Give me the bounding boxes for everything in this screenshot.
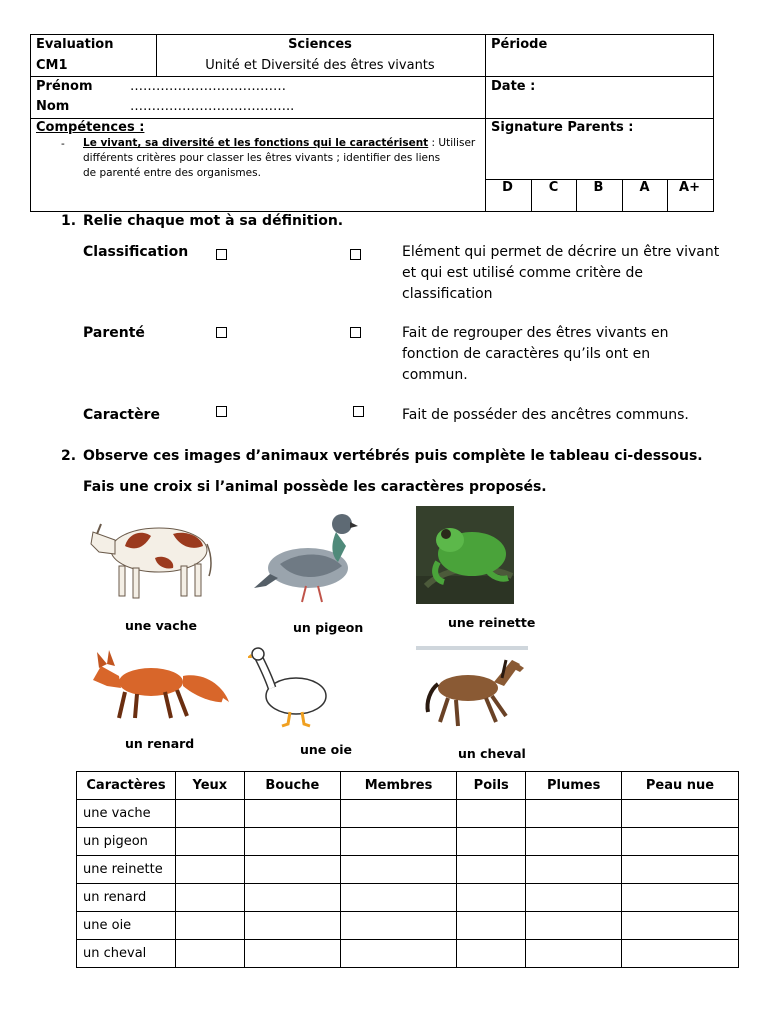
- table-cell[interactable]: [341, 912, 457, 940]
- caption-pigeon: un pigeon: [293, 620, 364, 635]
- cow-image: [85, 510, 215, 606]
- exercise2-instruction: Observe ces images d’animaux vertébrés puis complète le tableau ci-dessous.: [83, 448, 703, 464]
- table-cell[interactable]: [621, 912, 738, 940]
- table-cell[interactable]: [244, 912, 340, 940]
- table-cell[interactable]: [341, 856, 457, 884]
- table-cell[interactable]: [526, 940, 622, 968]
- table-cell[interactable]: [621, 884, 738, 912]
- level-label: CM1: [36, 58, 68, 73]
- table-row: [77, 856, 739, 884]
- competence-text: [83, 136, 483, 181]
- table-cell[interactable]: [176, 884, 245, 912]
- row-label: une vache: [77, 800, 176, 828]
- checkbox-right-2[interactable]: [350, 327, 361, 338]
- checkbox-left-3[interactable]: [216, 406, 227, 417]
- table-cell[interactable]: [457, 912, 526, 940]
- competence-title: Le vivant, sa diversité et les fonctions qui le caractérisent: [83, 137, 429, 149]
- table-cell[interactable]: [457, 856, 526, 884]
- row-label: un cheval: [77, 940, 176, 968]
- nom-field[interactable]: ………………………………..: [130, 99, 295, 114]
- checkbox-left-1[interactable]: [216, 249, 227, 260]
- horse-image: [416, 646, 528, 738]
- col-poils: Poils: [457, 772, 526, 800]
- table-cell[interactable]: [621, 800, 738, 828]
- grade-c[interactable]: C: [548, 180, 559, 195]
- checkbox-right-1[interactable]: [350, 249, 361, 260]
- table-header-row: [77, 772, 739, 800]
- table-cell[interactable]: [244, 884, 340, 912]
- prenom-field[interactable]: ………………………………: [130, 79, 286, 94]
- table-cell[interactable]: [244, 800, 340, 828]
- table-cell[interactable]: [621, 940, 738, 968]
- col-membres: Membres: [341, 772, 457, 800]
- caption-cheval: un cheval: [458, 746, 526, 761]
- grade-a-plus[interactable]: A+: [679, 180, 700, 195]
- table-cell[interactable]: [244, 856, 340, 884]
- caption-vache: une vache: [125, 618, 197, 633]
- exercise2-instruction-2: Fais une croix si l’animal possède les caractères proposés.: [83, 479, 547, 495]
- definition-2: [402, 323, 732, 386]
- word-parente: Parenté: [83, 325, 145, 341]
- frog-image: [416, 506, 514, 604]
- caption-oie: une oie: [300, 742, 352, 757]
- definition-1: [402, 242, 732, 305]
- grade-d[interactable]: D: [502, 180, 513, 195]
- exercise1-number: 1.: [61, 213, 77, 229]
- table-cell[interactable]: [341, 800, 457, 828]
- row-label: un renard: [77, 884, 176, 912]
- table-cell[interactable]: [176, 800, 245, 828]
- evaluation-label: Evaluation: [36, 37, 114, 52]
- caption-reinette: une reinette: [448, 615, 536, 630]
- table-cell[interactable]: [526, 912, 622, 940]
- table-cell[interactable]: [526, 856, 622, 884]
- col-peau-nue: Peau nue: [621, 772, 738, 800]
- date-label: Date :: [491, 79, 536, 94]
- table-cell[interactable]: [341, 884, 457, 912]
- table-cell[interactable]: [457, 800, 526, 828]
- row-label: un pigeon: [77, 828, 176, 856]
- word-classification: Classification: [83, 244, 189, 260]
- fox-image: [85, 646, 231, 722]
- col-bouche: Bouche: [244, 772, 340, 800]
- table-cell[interactable]: [176, 856, 245, 884]
- row-label: une oie: [77, 912, 176, 940]
- divider: [31, 118, 713, 119]
- table-cell[interactable]: [244, 940, 340, 968]
- table-row: [77, 884, 739, 912]
- col-yeux: Yeux: [176, 772, 245, 800]
- nom-label: Nom: [36, 99, 70, 114]
- signature-label: Signature Parents :: [491, 120, 634, 135]
- table-cell[interactable]: [457, 828, 526, 856]
- definition-3-line-1: Fait de posséder des ancêtres communs.: [402, 407, 689, 423]
- competence-line-3: de parenté entre des organismes.: [83, 167, 261, 179]
- periode-label: Période: [491, 37, 548, 52]
- definition-1-line-3: classification: [402, 286, 493, 302]
- checkbox-left-2[interactable]: [216, 327, 227, 338]
- pigeon-image: [250, 506, 360, 606]
- competence-line-1: : Utiliser: [428, 137, 476, 149]
- divider: [31, 76, 713, 77]
- grade-b[interactable]: B: [593, 180, 604, 195]
- table-cell[interactable]: [341, 940, 457, 968]
- col-plumes: Plumes: [526, 772, 622, 800]
- table-cell[interactable]: [457, 884, 526, 912]
- unit-title: Unité et Diversité des êtres vivants: [205, 58, 435, 73]
- grade-a[interactable]: A: [639, 180, 650, 195]
- col-caracteres: Caractères: [77, 772, 176, 800]
- definition-2-line-1: Fait de regrouper des êtres vivants en: [402, 325, 669, 341]
- table-cell[interactable]: [176, 940, 245, 968]
- list-dash: -: [61, 138, 65, 150]
- table-row: [77, 828, 739, 856]
- exercise1-instruction: Relie chaque mot à sa définition.: [83, 213, 344, 229]
- table-cell[interactable]: [526, 828, 622, 856]
- table-row: [77, 912, 739, 940]
- word-caractere: Caractère: [83, 407, 160, 423]
- goose-image: [248, 646, 334, 730]
- subject-title: Sciences: [288, 37, 352, 52]
- table-row: [77, 800, 739, 828]
- table-cell[interactable]: [526, 800, 622, 828]
- table-cell[interactable]: [457, 940, 526, 968]
- competences-label: Compétences :: [36, 120, 145, 135]
- definition-1-line-2: et qui est utilisé comme critère de: [402, 265, 643, 281]
- definition-2-line-2: fonction de caractères qu’ils ont en: [402, 346, 651, 362]
- definition-2-line-3: commun.: [402, 367, 468, 383]
- row-label: une reinette: [77, 856, 176, 884]
- characteristics-table: [76, 771, 739, 968]
- table-cell[interactable]: [341, 828, 457, 856]
- table-row: [77, 940, 739, 968]
- prenom-label: Prénom: [36, 79, 93, 94]
- table-cell[interactable]: [244, 828, 340, 856]
- caption-renard: un renard: [125, 736, 195, 751]
- table-cell[interactable]: [176, 828, 245, 856]
- table-cell[interactable]: [176, 912, 245, 940]
- table-cell[interactable]: [621, 828, 738, 856]
- definition-3: [402, 405, 732, 426]
- checkbox-right-3[interactable]: [353, 406, 364, 417]
- competence-line-2: différents critères pour classer les êtres vivants ; identifier des liens: [83, 152, 441, 164]
- table-cell[interactable]: [621, 856, 738, 884]
- definition-1-line-1: Elément qui permet de décrire un être vivant: [402, 244, 720, 260]
- exercise2-number: 2.: [61, 448, 77, 464]
- table-cell[interactable]: [526, 884, 622, 912]
